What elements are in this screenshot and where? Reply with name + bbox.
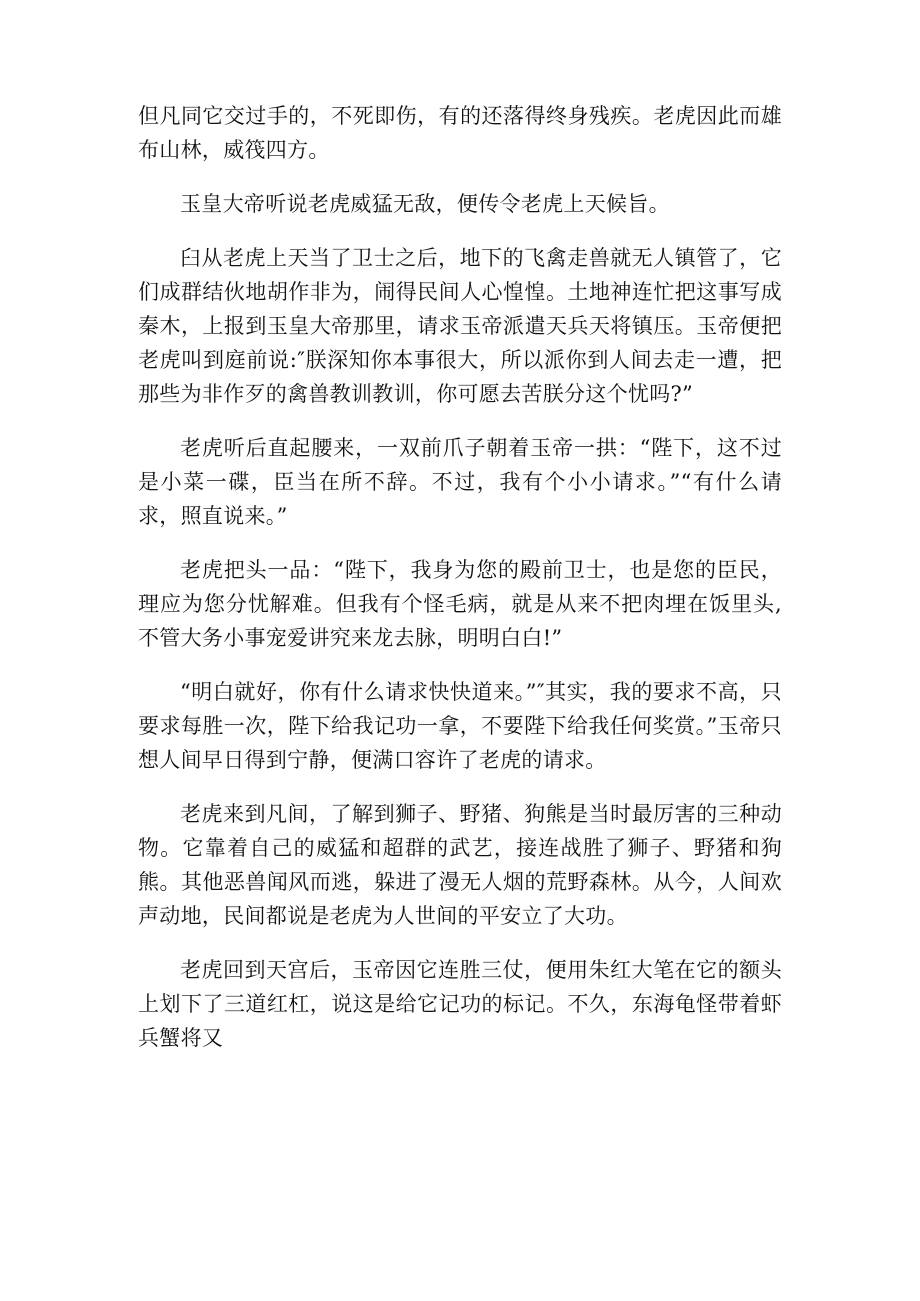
paragraph-continuation: 但凡同它交过手的，不死即伤，有的还落得终身残疾。老虎因此而雄布山林，威筏四方。 — [138, 104, 782, 162]
document-page — [138, 99, 782, 1075]
paragraph-jade-emperor-summons: 玉皇大帝听说老虎威猛无敌，便传令老虎上天候旨。 — [180, 192, 670, 216]
paragraph-tiger-explains: 老虎把头一品：“陛下，我身为您的殿前卫士，也是您的臣民，理应为您分忧解难。但我有个怪毛病，就是从来不把肉埋在饭里头,不管大务小事宠爱讲究来龙去脉，明明白白!” — [138, 558, 782, 650]
paragraph-tiger-defeats-beasts: 老虎来到凡间，了解到狮子、野猪、狗熊是当时最厉害的三种动物。它靠着自己的威猛和超群的武艺，接连战胜了狮子、野猪和狗熊。其他恶兽闻风而逃，躲进了漫无人烟的荒野森林。从今，人间欢声动地，民间都说是老虎为人世间的平安立了大功。 — [138, 802, 782, 928]
paragraph-three-red-marks: 老虎回到天宫后，玉帝因它连胜三仗，便用朱红大笔在它的额头上划下了三道红杠，说这是给它记功的标记。不久，东海龟怪带着虾兵蟹将又 — [138, 958, 782, 1050]
paragraph-beasts-run-wild: 臼从老虎上天当了卫士之后，地下的飞禽走兽就无人镇管了，它们成群结伙地胡作非为，闹得民间人心惶惶。土地神连忙把这事写成秦木，上报到玉皇大帝那里，请求玉帝派遣天兵天将镇压。玉帝便把老虎叫到庭前说:″朕深知你本事很大，所以派你到人间去走一遭，把那些为非作歹的禽兽教训教训，你可愿去苦朕分这个忧吗?” — [138, 246, 782, 406]
paragraph-tiger-accepts: 老虎听后直起腰来，一双前爪子朝着玉帝一拱：“陛下，这不过是小菜一碟，臣当在所不辞。不过，我有个小小请求。”“有什么请求，照直说来。” — [138, 436, 782, 528]
paragraph-tiger-request: “明白就好，你有什么请求快快道来。”″其实，我的要求不高，只要求每胜一次，陛下给我记功一拿，不要陛下给我任何奖赏。”玉帝只想人间早日得到宁静，便满口容许了老虎的请求。 — [138, 680, 782, 772]
